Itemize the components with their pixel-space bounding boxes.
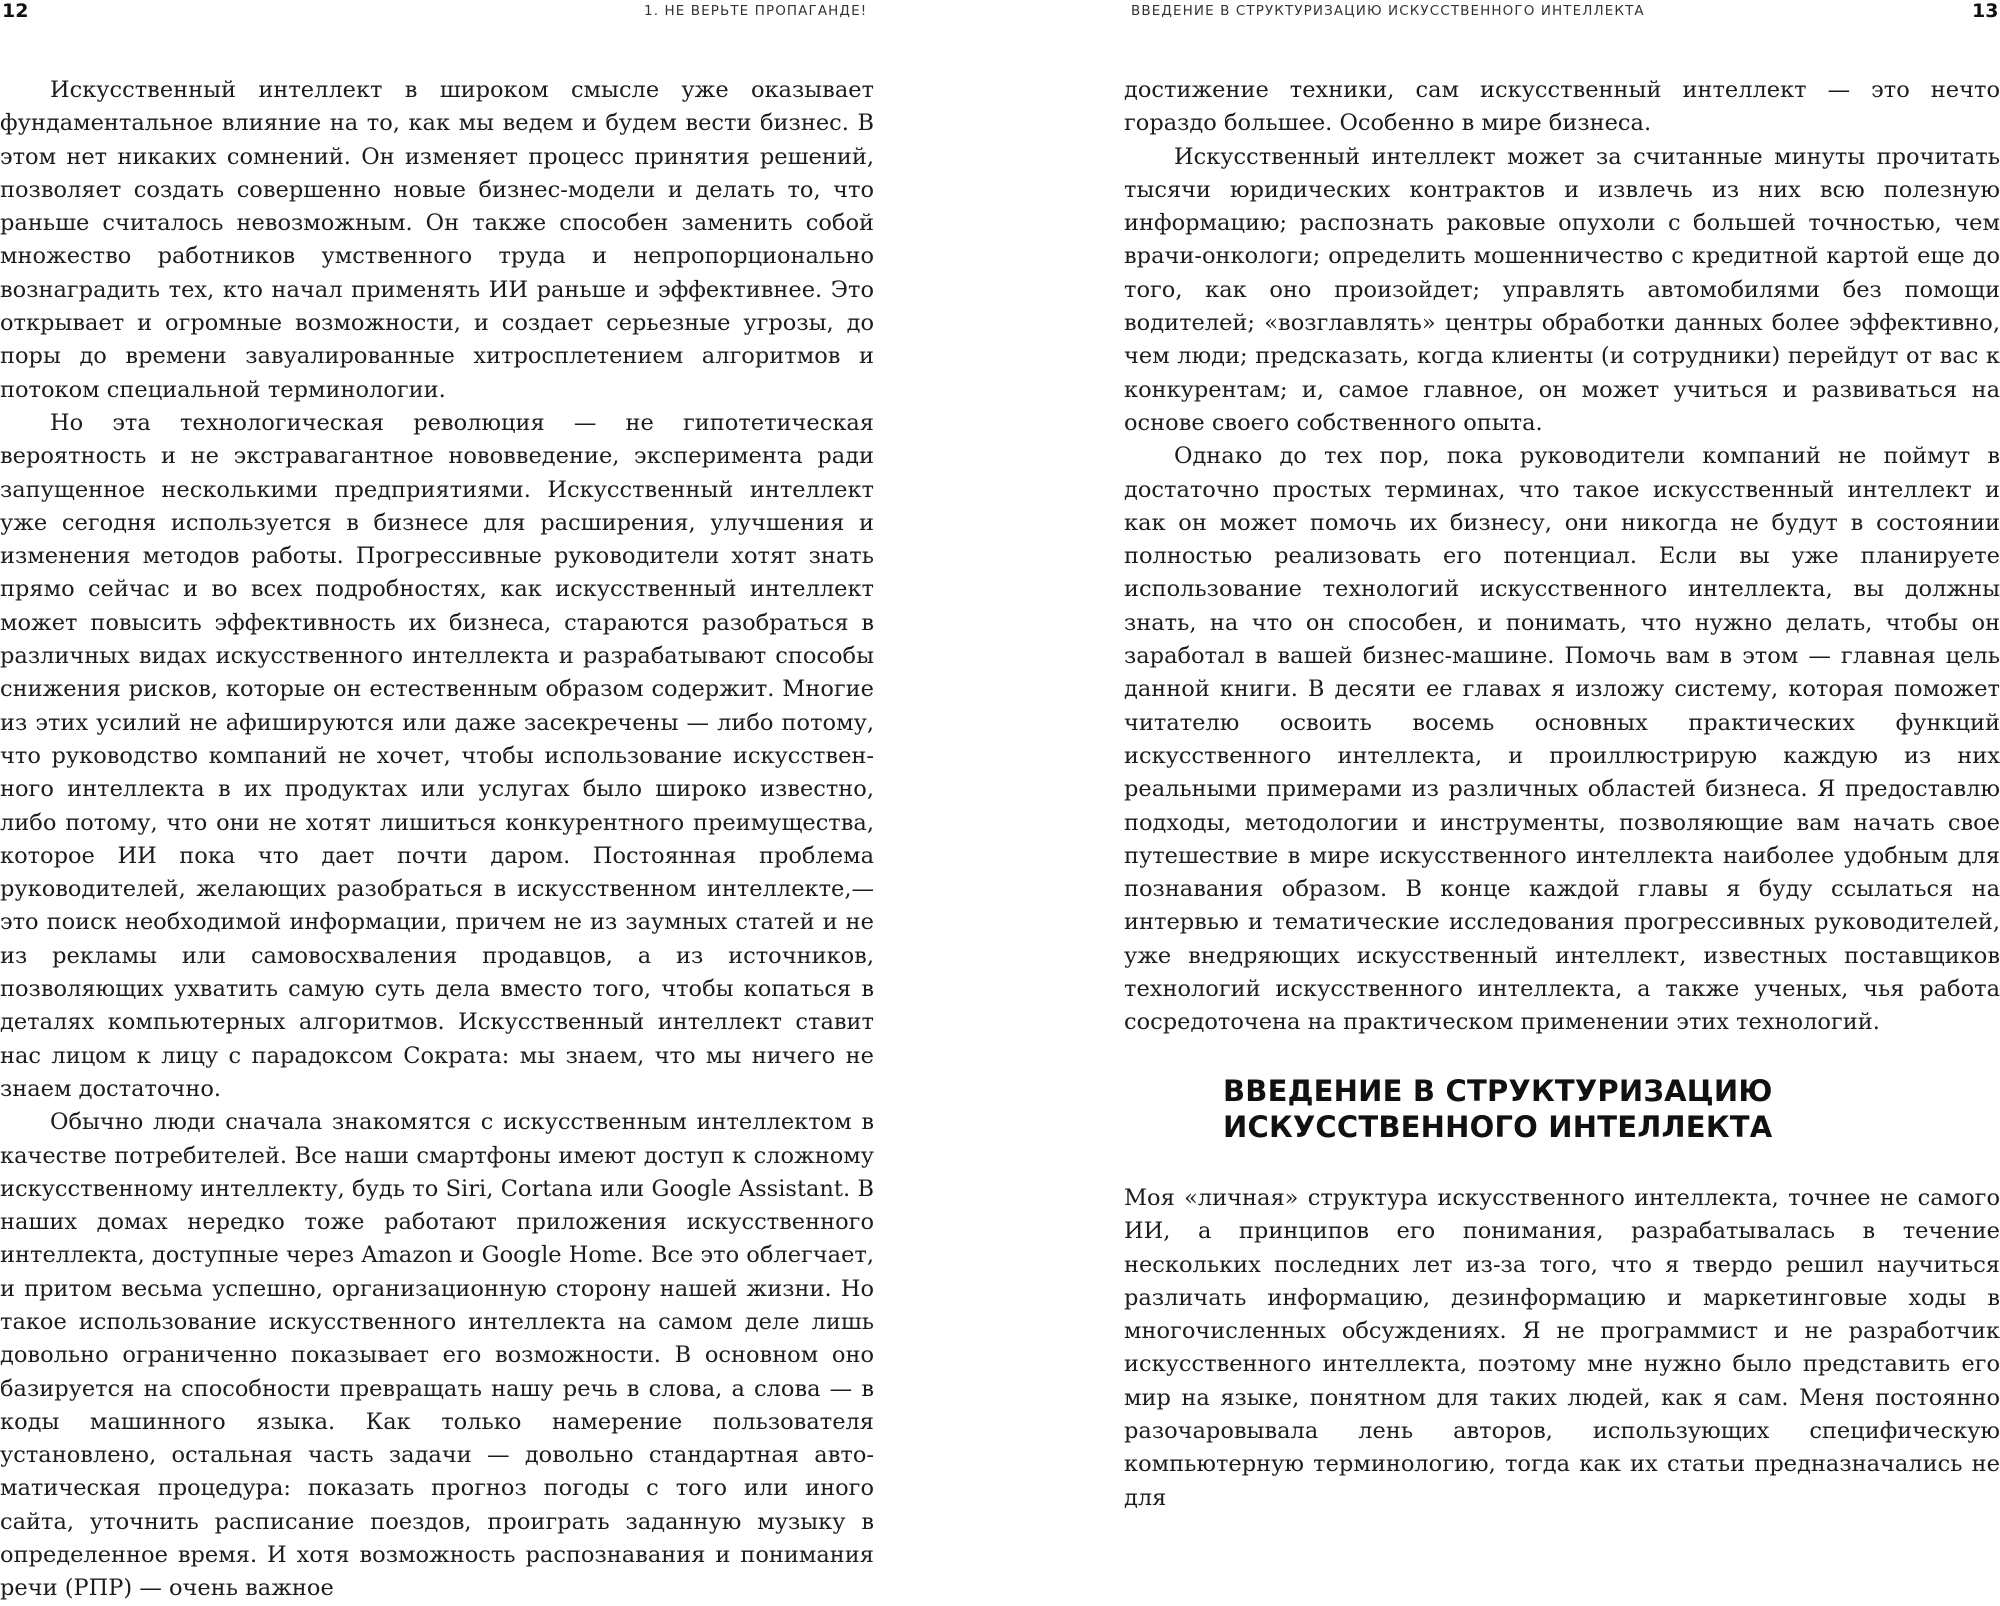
paragraph: Обычно люди сначала знакомятся с искусственным интеллектом в качестве потребителей. Все наши смартфоны имеют доступ к сложному искусственному интеллекту, будь то Siri, Cortana или Google Assistant. В наших домах нередко тоже работают приложения искусственного интеллекта, доступные через Amazon и Google Home. Все это облегчает, и притом весьма успешно, организационную сторону нашей жизни. Но такое использование искусственного интеллекта на самом деле лишь довольно ограниченно показывает его возможности. В основном оно базируется на способности превращать нашу речь в слова, а слова — в коды машинного языка. Как только намерение пользователя установлено, остальная часть задачи — довольно стандартная автоматическая процедура: показать прогноз погоды с того или иного сайта, уточнить расписание поездов, проиграть заданную музыку в определенное время. И хотя возможность распознавания и понимания речи (РПР) — очень важное — [0, 1109, 874, 1602]
running-head-right: ВВЕДЕНИЕ В СТРУКТУРИЗАЦИЮ ИСКУССТВЕННОГО ИНТЕЛЛЕКТА — [1131, 3, 1645, 19]
section-heading-line-1: ВВЕДЕНИЕ В СТРУКТУРИЗАЦИЮ — [1223, 1074, 1773, 1108]
section-heading — [1223, 1073, 1923, 1145]
section-heading-line-2: ИСКУССТВЕННОГО ИНТЕЛЛЕКТА — [1223, 1110, 1773, 1144]
left-page — [0, 0, 1000, 1602]
paragraph: Однако до тех пор, пока руководители компаний не поймут в достаточно простых терминах, что такое искусственный интеллект и как он может помочь их бизнесу, они никогда не будут в состоянии полностью реализовать его потенциал. Если вы уже планируете использование технологий искусственного интеллекта, вы должны знать, на что он способен, и понимать, что нужно делать, чтобы он заработал в вашей бизнес-машине. Помочь вам в этом — главная цель данной книги. В десяти ее главах я изложу систему, которая поможет читателю освоить восемь основных практических функций искусственного интеллекта, и проиллюстрирую каждую из них реальными примерами из различных областей бизнеса. Я предоставлю подходы, методологии и инструменты, позволяющие вам начать свое путешествие в мире искусственного интеллекта наиболее удобным для познавания образом. В конце каждой главы я буду ссылаться на интервью и тематические исследования прогрессивных руководителей, уже внедряющих искусственный интеллект, известных поставщиков технологий искусственного интеллекта, а также ученых, чья работа сосредоточена на практическом применении этих технологий. — [1124, 443, 2000, 1036]
page-number-right: 13 — [1972, 0, 1999, 22]
running-head-left: 1. НЕ ВЕРЬТЕ ПРОПАГАНДЕ! — [644, 3, 868, 19]
paragraph: Искусственный интеллект может за считанные минуты прочитать тысячи юридических контрактов и извлечь из них всю полезную информацию; распознать раковые опухоли с большей точностью, чем врачи-онкологи; определить мошенничество с кредитной картой еще до того, как оно произойдет; управлять автомобилями без помощи водителей; «возглавлять» центры обработки данных более эффективно, чем люди; предсказать, когда клиенты (и сотрудники) перейдут от вас к конкурентам; и, самое главное, он может учиться и развиваться на основе своего собственного опыта. — [1124, 143, 2000, 436]
right-body-text — [1124, 74, 2000, 1040]
section-body-text — [1124, 1182, 2000, 1515]
paragraph-continuation: достижение техники, сам искусственный интеллект — это нечто гораздо большее. Особенно в мире бизнеса. — [1124, 77, 2000, 137]
page-number-left: 12 — [2, 0, 29, 22]
paragraph: Искусственный интеллект в широком смысле уже оказывает фундаментальное влияние на то, как мы ведем и будем вести бизнес. В этом нет никаких сомнений. Он изменяет процесс принятия решений, позволяет создать совершенно новые бизнес-модели и делать то, что раньше считалось невозможным. Он также способен заменить собой множество работников умственного труда и непропорционально вознаградить тех, кто начал применять ИИ раньше и эффективнее. Это открывает и огромные возможности, и создает серьезные угрозы, до поры до времени завуалированные хитросплетением алгоритмов и потоком специальной терминологии. — [0, 77, 874, 403]
paragraph: Моя «личная» структура искусственного интеллекта, точнее не самого ИИ, а принципов его понимания, разрабатывалась в течение нескольких последних лет из-за того, что я твердо решил научиться различать информацию, дезинформацию и маркетинговые ходы в многочисленных обсуждениях. Я не программист и не разработчик искусственного интеллекта, поэтому мне нужно было представить его мир на языке, понятном для таких людей, как я сам. Меня постоянно разочаровывала лень авторов, использующих специфическую компьютерную терминологию, тогда как их статьи предназначались не для — [1124, 1185, 2000, 1511]
paragraph: Но эта технологическая революция — не гипотетическая вероятность и не экстравагантное нововведение, эксперимента ради запущенное несколькими предприятиями. Искусственный интеллект уже сегодня используется в бизнесе для расширения, улучшения и изменения методов работы. Прогрессивные руководители хотят знать прямо сейчас и во всех подробностях, как искусственный интеллект может повысить эффективность их бизнеса, стараются разобраться в различных видах искусственного интеллекта и разрабатывают способы снижения рисков, которые он естественным образом содержит. Многие из этих усилий не афишируются или даже засекречены — либо потому, что руководство компаний не хочет, чтобы использование искусственного интеллекта в их продуктах или услугах было широко известно, либо потому, что они не хотят лишиться конкурентного преимущества, которое ИИ пока что дает почти даром. Постоянная проблема руководителей, желающих разобраться в искусственном интеллекте,— это поиск необходимой информации, причем не из заумных статей и не из рекламы или самовосхваления продавцов, а из источников, позволяющих ухватить самую суть дела вместо того, чтобы копаться в деталях компьютерных алгоритмов. Искусственный интеллект ставит нас лицом к лицу с парадоксом Сократа: мы знаем, что мы ничего не знаем достаточно. — [0, 409, 874, 1102]
left-body-text — [0, 74, 874, 1606]
right-page — [1000, 0, 2000, 1511]
